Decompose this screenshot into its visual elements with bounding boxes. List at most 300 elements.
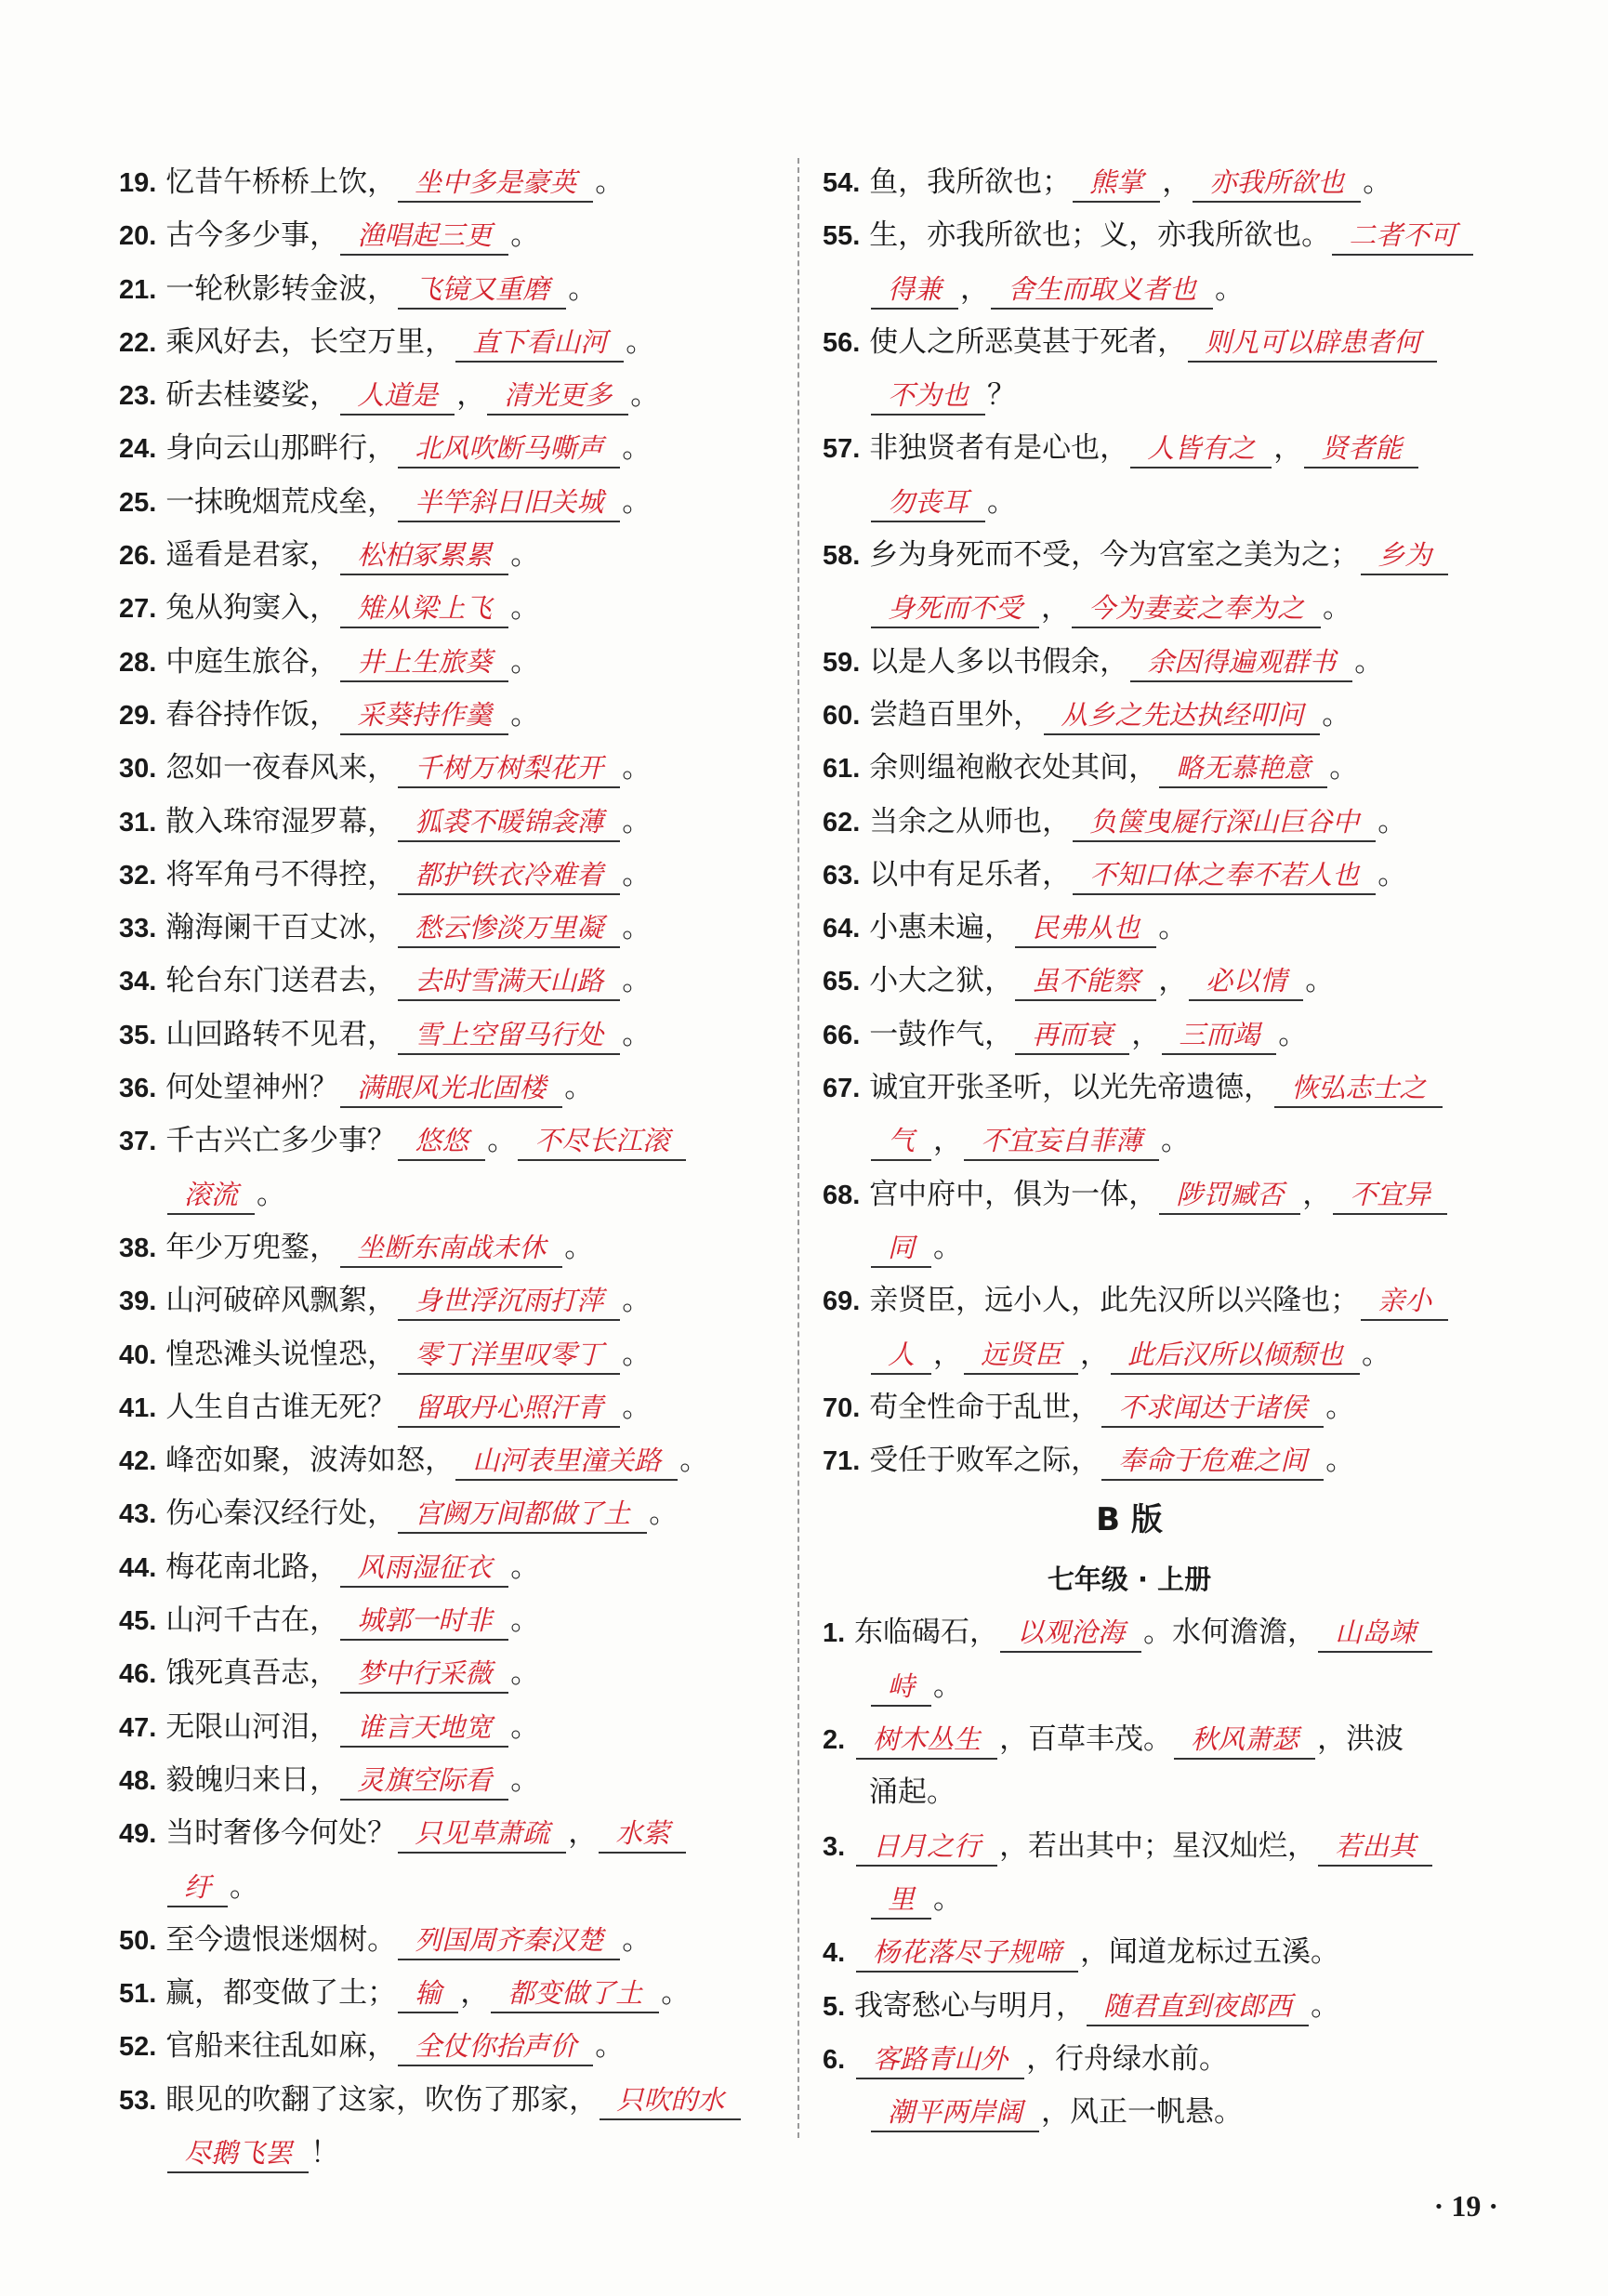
question-text: 。 <box>564 1071 594 1105</box>
column-divider <box>797 158 799 2138</box>
question-text: 。 <box>622 431 652 466</box>
question-line <box>823 1820 1473 1873</box>
answer-blank: 亲小 <box>1361 1282 1448 1321</box>
question-text: 。 <box>1215 271 1245 306</box>
question-text: ， <box>568 1816 598 1851</box>
question-number: 61. <box>823 754 861 785</box>
question-text: 小大之狱， <box>869 964 1014 998</box>
question-line <box>119 2074 770 2127</box>
question-line <box>119 1381 770 1434</box>
question-text: 生，亦我所欲也；义，亦我所欲也。 <box>869 218 1331 253</box>
question-line <box>823 796 1473 849</box>
answer-blank: 去时雪满天山路 <box>398 962 620 1001</box>
question-number: 54. <box>823 168 861 198</box>
question-text: 。 <box>510 538 540 573</box>
answer-blank: 虽不能察 <box>1015 962 1156 1001</box>
question-text: 宫中府中，俱为一体， <box>869 1177 1158 1211</box>
question-number: 58. <box>823 541 861 572</box>
answer-blank: 二者不可 <box>1332 217 1473 256</box>
question-text: 何处望神州？ <box>165 1071 339 1105</box>
answer-blank: 梦中行采薇 <box>340 1655 508 1694</box>
question-line <box>119 1807 770 1860</box>
question-text: 人生自古谁无死？ <box>165 1390 397 1424</box>
answer-blank: 悠悠 <box>398 1122 485 1161</box>
question-line <box>119 955 770 1008</box>
answer-blank: 井上生旅葵 <box>340 643 508 682</box>
answer-blank: 客路青山外 <box>856 2040 1024 2079</box>
question-line <box>823 1713 1473 1766</box>
question-number: 45. <box>119 1606 157 1637</box>
answer-blank: 清光更多 <box>487 376 628 416</box>
question-text: 。 <box>1305 964 1335 998</box>
answer-blank: 输 <box>398 1974 458 2013</box>
answer-blank: 以观沧海 <box>1000 1614 1141 1653</box>
answer-blank: 谁言天地宽 <box>340 1709 508 1748</box>
answer-blank: 不宜异 <box>1333 1176 1447 1215</box>
question-text: ， <box>1041 591 1071 626</box>
question-text: 。 <box>679 1444 709 1478</box>
question-text: 。 <box>1325 1390 1355 1424</box>
answer-blank: 从乡之先达执经叩问 <box>1044 696 1320 735</box>
question-text: 以是人多以书假余， <box>869 644 1129 679</box>
question-line <box>823 1062 1473 1115</box>
left-column <box>119 156 770 2180</box>
question-text: 。 <box>1363 165 1392 199</box>
question-number: 60. <box>823 700 861 731</box>
question-number: 71. <box>823 1446 861 1477</box>
answer-blank: 舍生而取义者也 <box>991 271 1213 310</box>
question-text: ？ <box>987 378 1017 413</box>
question-number: 19. <box>119 168 157 198</box>
answer-blank: 余因得遍观群书 <box>1130 643 1352 682</box>
question-text: 遥看是君家， <box>165 538 339 573</box>
question-line-continued <box>119 1168 770 1221</box>
question-text: 中庭生旅谷， <box>165 644 339 679</box>
answer-blank: 杨花落尽子规啼 <box>856 1933 1078 1973</box>
question-line-continued <box>823 1873 1473 1926</box>
question-text: ， <box>1302 1177 1332 1211</box>
question-text: 。 <box>1158 911 1188 945</box>
answer-blank: 狐裘不暖锦衾薄 <box>398 803 620 842</box>
answer-blank: 陟罚臧否 <box>1159 1176 1300 1215</box>
question-text: 以中有足乐者， <box>869 857 1072 891</box>
question-line <box>823 1168 1473 1221</box>
question-text: 年少万兜鍪， <box>165 1230 339 1264</box>
question-number: 43. <box>119 1499 157 1530</box>
answer-blank: 山岛竦 <box>1318 1614 1432 1653</box>
question-number: 69. <box>823 1287 861 1317</box>
question-text: ， <box>960 271 990 306</box>
question-line <box>119 2020 770 2073</box>
question-line <box>119 263 770 316</box>
question-text: ，若出其中；星汉灿烂， <box>999 1828 1317 1863</box>
answer-blank: 潮平两岸阔 <box>871 2093 1039 2132</box>
answer-blank: 负箧曳屣行深山巨谷中 <box>1073 803 1376 842</box>
question-line <box>119 582 770 635</box>
question-line <box>119 1754 770 1807</box>
question-text: 。 <box>1329 751 1359 785</box>
question-line-continued <box>823 2086 1473 2139</box>
question-text: 。 <box>626 324 655 359</box>
answer-blank: 秋风萧瑟 <box>1174 1721 1315 1760</box>
question-line <box>823 422 1473 475</box>
question-number: 33. <box>119 914 157 944</box>
question-text: 瀚海阑干百丈冰， <box>165 911 397 945</box>
question-number: 6. <box>823 2044 846 2075</box>
question-text: 峰峦如聚，波涛如怒， <box>165 1444 455 1478</box>
answer-blank: 远贤臣 <box>964 1336 1078 1375</box>
answer-blank: 同 <box>871 1229 931 1268</box>
question-number: 35. <box>119 1020 157 1050</box>
question-number: 24. <box>119 434 157 465</box>
question-line <box>823 1009 1473 1062</box>
answer-blank: 飞镜又重磨 <box>398 271 566 310</box>
question-line-continued <box>119 1861 770 1914</box>
question-text: 伤心秦汉经行处， <box>165 1497 397 1531</box>
question-number: 70. <box>823 1392 861 1423</box>
question-text: 。 <box>1323 591 1352 626</box>
question-text: 。 <box>510 1762 540 1797</box>
question-number: 46. <box>119 1659 157 1690</box>
answer-blank: 都护铁衣冷难着 <box>398 856 620 895</box>
answer-blank: 北风吹断马嘶声 <box>398 429 620 468</box>
question-line <box>119 902 770 955</box>
question-line <box>119 476 770 529</box>
answer-blank: 民弗从也 <box>1015 909 1156 948</box>
answer-blank: 日月之行 <box>856 1828 997 1867</box>
question-text: 。 <box>230 1869 259 1904</box>
page-number: · 19 · <box>1433 2189 1498 2223</box>
answer-blank: 树木丛生 <box>856 1721 997 1760</box>
question-text: 我寄愁心与明月， <box>854 1988 1086 2023</box>
question-line <box>119 422 770 475</box>
question-text: 。 <box>933 1669 963 1703</box>
question-text: 使人之所恶莫甚于死者， <box>869 324 1187 359</box>
answer-blank: 气 <box>871 1122 931 1161</box>
question-text: 。 <box>622 804 652 838</box>
question-line <box>823 529 1473 582</box>
answer-blank: 不为也 <box>871 376 985 416</box>
question-number: 56. <box>823 327 861 358</box>
question-text: 。 <box>622 1017 652 1051</box>
question-number: 49. <box>119 1819 157 1850</box>
question-text: ， <box>1131 1017 1161 1051</box>
question-text: 。 <box>987 484 1017 519</box>
answer-blank: 纡 <box>167 1868 228 1907</box>
question-line-continued <box>823 369 1473 422</box>
question-text: 。 <box>630 378 660 413</box>
answer-blank: 则凡可以辟患者何 <box>1188 323 1437 363</box>
answer-blank: 列国周齐秦汉楚 <box>398 1921 620 1960</box>
question-text: 。 <box>622 1337 652 1371</box>
question-text: 一抹晚烟荒戍垒， <box>165 484 397 519</box>
question-text: 乡为身死而不受，今为宫室之美为之； <box>869 538 1360 573</box>
question-line <box>119 529 770 582</box>
answer-blank: 不求闻达于诸侯 <box>1101 1389 1324 1428</box>
question-text: 。 <box>564 1230 594 1264</box>
section-heading: B 版 <box>1096 1501 1163 1539</box>
question-text: 涌起。 <box>869 1775 956 1810</box>
answer-blank: 半竿斜日旧关城 <box>398 483 620 522</box>
question-line <box>823 1606 1473 1659</box>
question-text: ！ <box>310 2135 340 2170</box>
question-text: ， <box>933 1337 963 1371</box>
question-number: 25. <box>119 487 157 518</box>
question-number: 30. <box>119 754 157 785</box>
answer-blank: 熊掌 <box>1073 164 1160 203</box>
question-line-continued <box>823 1660 1473 1713</box>
question-number: 28. <box>119 647 157 678</box>
question-line <box>823 156 1473 209</box>
question-text: 苟全性命于乱世， <box>869 1390 1101 1424</box>
answer-blank: 身死而不受 <box>871 589 1039 628</box>
question-text: 。 <box>510 1709 540 1744</box>
question-number: 29. <box>119 700 157 731</box>
question-text: ， <box>1158 964 1188 998</box>
question-number: 26. <box>119 541 157 572</box>
question-text: ， <box>460 1976 490 2011</box>
question-text: 。 <box>1161 1124 1191 1158</box>
question-text: 。 <box>510 1603 540 1638</box>
question-number: 66. <box>823 1020 861 1050</box>
answer-blank: 身世浮沉雨打萍 <box>398 1282 620 1321</box>
question-line <box>823 1381 1473 1434</box>
question-number: 44. <box>119 1552 157 1583</box>
question-line <box>823 742 1473 795</box>
question-text: 至今遗恨迷烟树。 <box>165 1922 397 1957</box>
question-text: 散入珠帘湿罗幕， <box>165 804 397 838</box>
question-number: 2. <box>823 1725 846 1756</box>
question-number: 50. <box>119 1925 157 1956</box>
question-line <box>119 1967 770 2020</box>
question-line <box>119 1541 770 1594</box>
question-text: 忽如一夜春风来， <box>165 751 397 785</box>
answer-blank: 奉命于危难之间 <box>1101 1442 1324 1481</box>
question-number: 31. <box>119 807 157 838</box>
question-text: 。 <box>510 591 540 626</box>
question-text: 。 <box>510 1656 540 1691</box>
question-text: 千古兴亡多少事？ <box>165 1124 397 1158</box>
question-text: 小惠未遍， <box>869 911 1014 945</box>
question-number: 42. <box>119 1446 157 1477</box>
question-text: 诚宜开张圣听，以光先帝遗德， <box>869 1071 1273 1105</box>
question-text: 。 <box>649 1497 679 1531</box>
question-line <box>119 1647 770 1700</box>
answer-blank: 得兼 <box>871 271 958 310</box>
question-line <box>823 1274 1473 1327</box>
question-text: 。 <box>661 1976 691 2011</box>
question-line <box>119 1115 770 1168</box>
question-text: ，闻道龙标过五溪。 <box>1080 1935 1340 1970</box>
question-number: 63. <box>823 860 861 891</box>
question-text: 当时奢侈今何处？ <box>165 1816 397 1851</box>
question-number: 55. <box>823 221 861 252</box>
answer-blank: 雉从梁上飞 <box>340 589 508 628</box>
question-text: ， <box>1162 165 1192 199</box>
question-text: 余则缊袍敝衣处其间， <box>869 751 1158 785</box>
answer-blank: 若出其 <box>1318 1828 1432 1867</box>
question-line <box>119 849 770 902</box>
question-text: 山回路转不见君， <box>165 1017 397 1051</box>
question-line <box>823 209 1473 262</box>
question-text: 受任于败军之际， <box>869 1444 1101 1478</box>
question-text: 尝趋百里外， <box>869 697 1043 732</box>
answer-blank: 滚流 <box>167 1176 255 1215</box>
question-text: 当余之从师也， <box>869 804 1072 838</box>
question-number: 68. <box>823 1180 861 1210</box>
question-line <box>119 636 770 689</box>
answer-blank: 留取丹心照汗青 <box>398 1389 620 1428</box>
answer-blank: 雪上空留马行处 <box>398 1016 620 1055</box>
question-line-continued <box>823 476 1473 529</box>
question-line <box>119 316 770 369</box>
question-number: 59. <box>823 647 861 678</box>
question-number: 52. <box>119 2032 157 2063</box>
question-line <box>119 369 770 422</box>
question-line <box>119 1914 770 1967</box>
question-text: 。 <box>595 2029 625 2064</box>
answer-blank: 略无慕艳意 <box>1159 749 1327 788</box>
question-line <box>823 689 1473 742</box>
question-text: ， <box>1080 1337 1110 1371</box>
question-text: 身向云山那畔行， <box>165 431 397 466</box>
answer-blank: 城郭一时非 <box>340 1602 508 1641</box>
question-text: 。 <box>1354 644 1384 679</box>
question-text: 。 <box>510 218 540 253</box>
answer-blank: 人 <box>871 1336 931 1375</box>
question-number: 20. <box>119 221 157 252</box>
answer-blank: 全仗你抬声价 <box>398 2027 593 2066</box>
question-number: 57. <box>823 434 861 465</box>
answer-blank: 采葵持作羹 <box>340 696 508 735</box>
question-text: 惶恐滩头说惶恐， <box>165 1337 397 1371</box>
question-text: 一轮秋影转金波， <box>165 271 397 306</box>
answer-blank: 三而竭 <box>1162 1016 1276 1055</box>
question-text: ，洪波 <box>1317 1722 1404 1757</box>
answer-blank: 尽鹅飞罢 <box>167 2134 309 2173</box>
question-text: 。 <box>257 1177 286 1211</box>
question-number: 51. <box>119 1979 157 2010</box>
question-text: 轮台东门送君去， <box>165 964 397 998</box>
answer-blank: 人道是 <box>340 376 455 416</box>
question-line-continued <box>823 1221 1473 1274</box>
question-text: 。 <box>622 911 652 945</box>
question-number: 21. <box>119 274 157 305</box>
question-number: 36. <box>119 1074 157 1104</box>
question-text: 。 <box>1377 857 1407 891</box>
question-number: 39. <box>119 1287 157 1317</box>
question-text: 。 <box>1322 697 1351 732</box>
question-number: 67. <box>823 1074 861 1104</box>
answer-blank: 勿丧耳 <box>871 483 985 522</box>
question-text: 乘风好去，长空万里， <box>165 324 455 359</box>
question-line-continued <box>119 2127 770 2180</box>
question-text: 。 <box>1278 1017 1308 1051</box>
question-line <box>823 1434 1473 1487</box>
question-line <box>823 955 1473 1008</box>
question-number: 48. <box>119 1765 157 1796</box>
question-number: 23. <box>119 381 157 412</box>
question-line <box>823 1926 1473 1979</box>
answer-blank: 贤者能 <box>1304 429 1418 468</box>
question-text: 。 <box>487 1124 517 1158</box>
question-line <box>823 902 1473 955</box>
question-text: 忆昔午桥桥上饮， <box>165 165 397 199</box>
question-number: 32. <box>119 860 157 891</box>
answer-blank: 松柏冢累累 <box>340 536 508 575</box>
question-number: 64. <box>823 914 861 944</box>
question-text: ， <box>1273 431 1303 466</box>
question-number: 1. <box>823 1618 846 1649</box>
question-text: 。 <box>1377 804 1407 838</box>
question-line-continued <box>823 1328 1473 1381</box>
question-line-continued <box>823 582 1473 635</box>
question-text: ， <box>456 378 486 413</box>
question-text: 梅花南北路， <box>165 1550 339 1584</box>
answer-blank: 千树万树梨花开 <box>398 749 620 788</box>
question-text: ，风正一帆悬。 <box>1041 2095 1244 2130</box>
question-text: 。 <box>622 751 652 785</box>
question-line <box>119 689 770 742</box>
question-text: 一鼓作气， <box>869 1017 1014 1051</box>
question-text: 。 <box>622 964 652 998</box>
question-text: 无限山河泪， <box>165 1709 339 1744</box>
answer-blank: 满眼风光北固楼 <box>340 1069 562 1108</box>
question-line <box>119 1701 770 1754</box>
answer-blank: 直下看山河 <box>455 323 624 363</box>
question-line <box>823 849 1473 902</box>
question-text: 斫去桂婆娑， <box>165 378 339 413</box>
question-line-continued <box>823 263 1473 316</box>
question-number: 34. <box>119 967 157 997</box>
question-text: 东临碣石， <box>854 1616 999 1650</box>
question-text: 。 <box>1325 1444 1355 1478</box>
answer-blank: 不宜妄自菲薄 <box>964 1122 1159 1161</box>
question-line-continued <box>823 1115 1473 1168</box>
question-text: 饿死真吾志， <box>165 1656 339 1691</box>
answer-blank: 风雨湿征衣 <box>340 1549 508 1588</box>
question-number: 65. <box>823 967 861 997</box>
question-text: 赢，都变做了土； <box>165 1976 397 2011</box>
question-number: 4. <box>823 1938 846 1969</box>
question-text: ，行舟绿水前。 <box>1026 2041 1229 2076</box>
question-text: 山河破碎风飘絮， <box>165 1284 397 1318</box>
answer-blank: 宫阙万间都做了土 <box>398 1495 647 1534</box>
question-line <box>119 1434 770 1487</box>
question-text: 。 <box>622 1284 652 1318</box>
question-line <box>823 316 1473 369</box>
answer-blank: 再而衰 <box>1015 1016 1129 1055</box>
answer-blank: 坐中多是豪英 <box>398 164 593 203</box>
question-line-continued <box>823 1766 1473 1819</box>
question-text: 非独贤者有是心也， <box>869 431 1129 466</box>
question-number: 37. <box>119 1127 157 1157</box>
question-text: 鱼，我所欲也； <box>869 165 1072 199</box>
question-number: 53. <box>119 2085 157 2116</box>
question-text: 眼见的吹翻了这家，吹伤了那家， <box>165 2082 599 2117</box>
question-text: 官船来往乱如麻， <box>165 2029 397 2064</box>
answer-blank: 山河表里潼关路 <box>455 1442 678 1481</box>
question-text: 。 <box>510 697 540 732</box>
question-text: 。 <box>510 1550 540 1584</box>
question-text: 。 <box>933 1230 963 1264</box>
question-line <box>823 2033 1473 2086</box>
question-text: ，百草丰茂。 <box>999 1722 1173 1757</box>
question-text: 。 <box>622 1922 652 1957</box>
answer-blank: 都变做了土 <box>491 1974 659 2013</box>
question-line <box>119 156 770 209</box>
question-text: 。 <box>1362 1337 1391 1371</box>
